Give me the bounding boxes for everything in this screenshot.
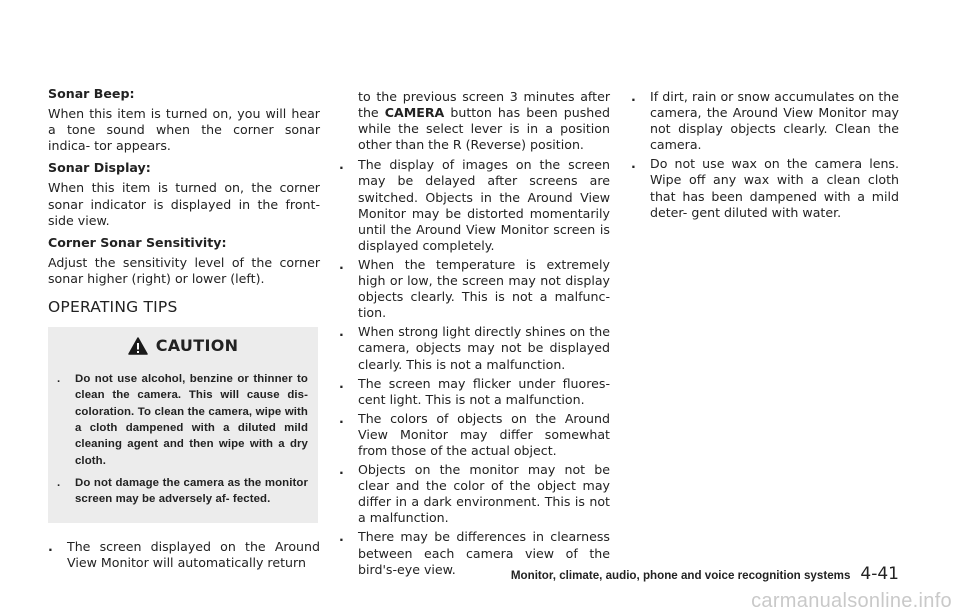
page-footer [511,566,899,584]
list-item [339,324,610,372]
list-item [339,411,610,459]
bullet: . [339,462,344,478]
bullet: . [339,324,344,340]
bullet: . [57,476,61,489]
warning-triangle-icon [128,337,148,355]
caution-item [57,475,308,508]
tips-list [339,89,610,578]
tip-continued-before: to the previous screen 3 minutes after the [358,89,610,121]
tip-continued-text [358,89,610,153]
tip-text: When the temperature is extremely high or low, the screen may not display objects clearly. This is not a malfunc- tion. [358,256,610,321]
page-number: 4-41 [860,564,899,584]
caution-title: CAUTION [155,336,239,356]
list-item [631,89,899,153]
camera-button-keyword: CAMERA [384,105,445,121]
section-title: OPERATING TIPS [48,298,178,317]
list-item [339,376,610,408]
list-item [339,257,610,321]
column-right [631,89,899,224]
watermark: carmanualsonline.info [751,589,952,612]
tip-text: The screen displayed on the Around View Monitor will automatically return [67,538,320,570]
bullet: . [339,375,344,391]
tip-text: The screen may flicker under fluores- cent light. This is not a malfunction. [358,375,610,407]
tip-text: If dirt, rain or snow accumulates on the camera, the Around View Monitor may not display objects clearly. Clean the camera. [650,89,899,153]
sonar-beep-heading: Sonar Beep: [48,86,135,101]
list-item [339,157,610,254]
bullet: . [339,410,344,426]
tip-text: When strong light directly shines on the camera, objects may not be displayed clearly. This is not a malfunction. [358,324,610,372]
caution-list [48,371,318,507]
tip-text: The display of images on the screen may be delayed after screens are switched. Objects in the Around View Monitor may be distorted momentarily until the Around View Monitor screen is displayed completely. [358,157,610,253]
bullet: . [339,529,344,545]
footer-section-title: Monitor, climate, audio, phone and voice recognition systems [510,569,851,582]
bullet: . [631,156,636,172]
tips-list [631,89,899,221]
caution-item [57,371,308,469]
tip-continued-after: button has been pushed while the select lever is in a position other than the R (Reverse) position. [358,105,610,153]
list-item-continued [339,89,610,153]
caution-item-text: Do not damage the camera as the monitor screen may be adversely af- fected. [75,476,308,506]
corner-sensitivity-heading: Corner Sonar Sensitivity: [48,234,227,250]
corner-sensitivity-text: Adjust the sensitivity level of the corner sonar higher (right) or lower (left). [48,254,320,286]
bullet: . [48,538,53,554]
bullet: . [57,373,61,386]
tip-text: Do not use wax on the camera lens. Wipe off any wax with a clean cloth that has been dampened with a mild deter- gent diluted with water. [650,156,899,220]
tip-text: The colors of objects on the Around View Monitor may differ somewhat from those of the actual object. [358,410,610,458]
bullet: . [631,89,636,104]
caution-header [48,337,318,355]
bullet: . [339,256,344,272]
column-middle [339,89,610,581]
list-item [339,462,610,526]
sonar-display-text: When this item is turned on, the corner sonar indicator is displayed in the front- side view. [48,180,320,228]
bullet: . [339,157,344,173]
sonar-display-heading: Sonar Display: [48,160,151,176]
sonar-beep-text: When this item is turned on, you will hear a tone sound when the corner sonar indica- tor appears. [48,106,320,154]
list-item [48,539,320,571]
caution-box [48,327,318,522]
tip-text: There may be differences in clearness between each camera view of the bird's-eye view. [358,529,610,577]
tip-text: Objects on the monitor may not be clear and the color of the object may differ in a dark environment. This is not a malfunction. [358,462,610,526]
list-item [631,156,899,220]
caution-item-text: Do not use alcohol, benzine or thinner to clean the camera. This will cause dis- coloration. To clean the camera, wipe with a cloth dampened with a diluted mild cleaning agent and then wipe with a dry cloth. [75,373,308,467]
tips-list [48,539,320,571]
column-left [48,86,320,574]
